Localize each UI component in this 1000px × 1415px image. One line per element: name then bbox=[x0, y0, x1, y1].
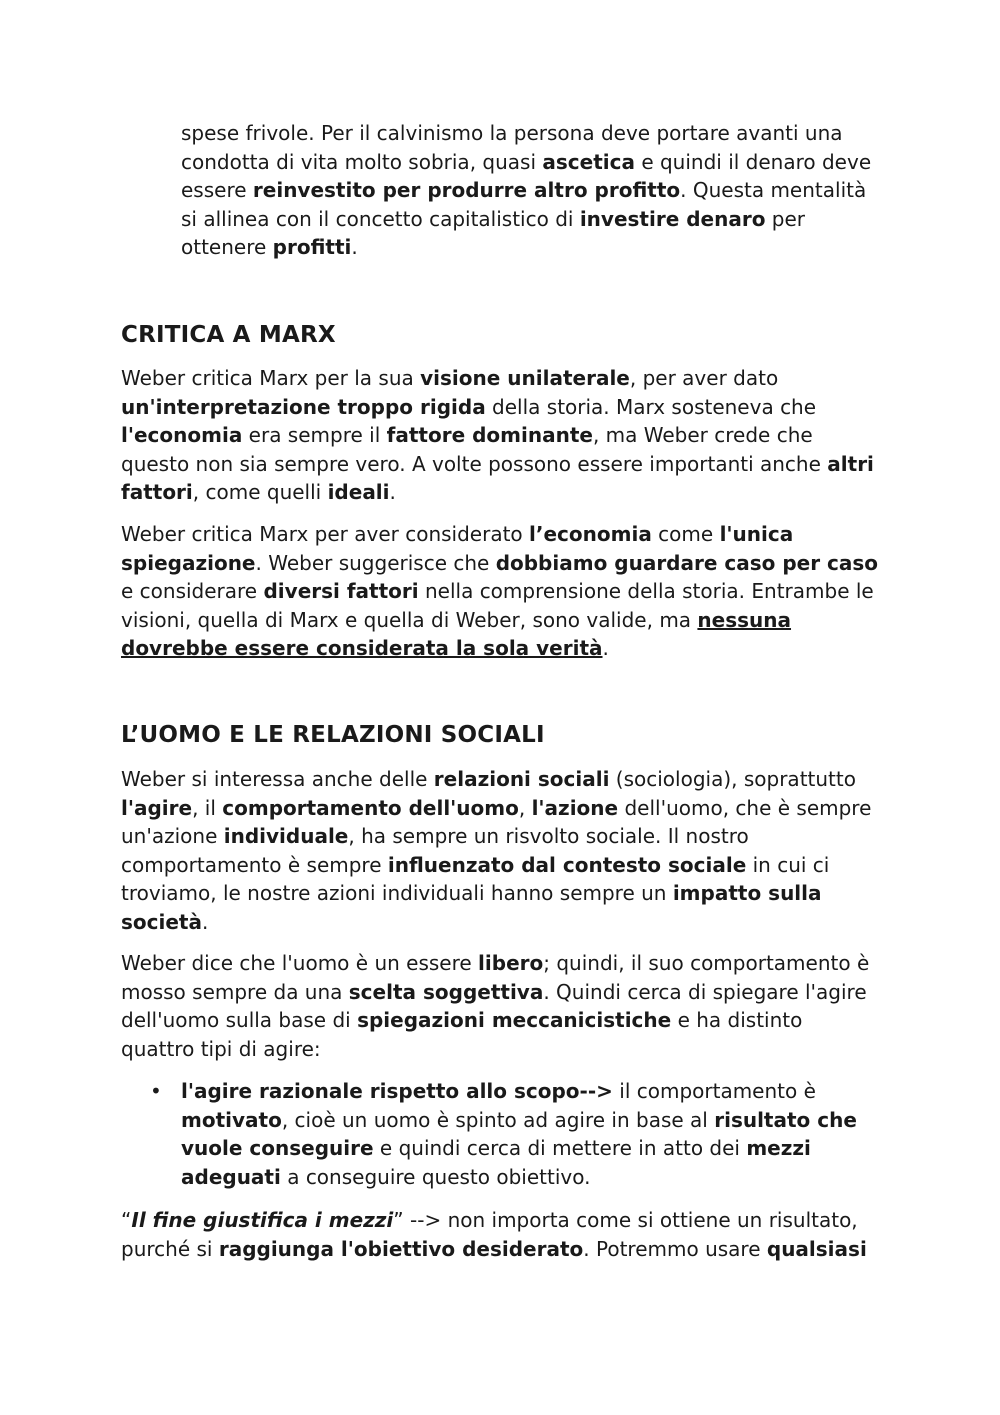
emphasized-text: raggiunga l'obiettivo desiderato bbox=[218, 1236, 584, 1261]
emphasized-text: profitti bbox=[272, 235, 352, 260]
emphasized-text: qualsiasi bbox=[766, 1236, 867, 1261]
emphasized-text: l'agire bbox=[121, 795, 193, 820]
emphasized-text: libero bbox=[478, 951, 544, 975]
emphasized-text: impatto sulla società bbox=[121, 881, 822, 934]
relazioni-paragraph-2: Weber dice che l'uomo è un essere libero; quindi, il suo comportamento è mosso sempre da una scelta soggettiva. Quindi cerca di spiegare l'agire dell'uomo sulla base di spiegazioni meccanicistiche e ha distinto quattro tipi di agire: bbox=[121, 951, 870, 1061]
section-heading-critica: CRITICA A MARX bbox=[121, 322, 336, 348]
emphasized-text: individuale bbox=[223, 824, 349, 849]
emphasized-text: investire denaro bbox=[579, 206, 766, 231]
emphasized-text: un'interpretazione troppo rigida bbox=[121, 394, 486, 419]
emphasized-text: l’economia bbox=[529, 522, 652, 546]
emphasized-text: nessuna dovrebbe essere considerata la sola verità bbox=[121, 607, 792, 661]
critica-paragraph-2: Weber critica Marx per aver considerato l’economia come l'unica spiegazione. Weber suggerisce che dobbiamo guardare caso per caso e considerare diversi fattori nella comprensione della storia. Entrambe le visioni, quella di Marx e quella di Weber, sono valide, ma nessuna dovrebbe essere considerata la sola verità. bbox=[121, 522, 879, 661]
bullet-marker: • bbox=[150, 1079, 162, 1103]
emphasized-text: l'unica spiegazione bbox=[121, 522, 794, 575]
emphasized-text: influenzato dal contesto sociale bbox=[387, 852, 747, 877]
section-heading-relazioni: L’UOMO E LE RELAZIONI SOCIALI bbox=[121, 722, 545, 748]
emphasized-text: dobbiamo guardare caso per caso bbox=[495, 550, 879, 575]
emphasized-text: Il fine giustifica i mezzi bbox=[131, 1208, 394, 1232]
emphasized-text: altri fattori bbox=[121, 451, 874, 505]
emphasized-text: mezzi adeguati bbox=[181, 1136, 811, 1189]
emphasized-text: comportamento dell'uomo bbox=[222, 795, 519, 820]
emphasized-text: reinvestito per produrre altro profitto bbox=[252, 178, 681, 203]
emphasized-text: scelta soggettiva bbox=[348, 979, 544, 1004]
intro-paragraph: spese frivole. Per il calvinismo la persona deve portare avanti una condotta di vita molto sobria, quasi ascetica e quindi il denaro deve essere reinvestito per produrre altro profitto. Questa mentalità si allinea con il concetto capitalistico di investire denaro per ottenere profitti. bbox=[181, 121, 872, 260]
emphasized-text: diversi fattori bbox=[263, 579, 419, 604]
relazioni-paragraph-1: Weber si interessa anche delle relazioni sociali (sociologia), soprattutto l'agire, il comportamento dell'uomo, l'azione dell'uomo, che è sempre un'azione individuale, ha sempre un risvolto sociale. Il nostro comportamento è sempre influenzato dal contesto sociale in cui ci troviamo, le nostre azioni individuali hanno sempre un impatto sulla società. bbox=[121, 767, 872, 934]
emphasized-text: motivato bbox=[181, 1107, 282, 1132]
emphasized-text: visione unilaterale bbox=[420, 366, 630, 390]
emphasized-text: l'economia bbox=[121, 423, 243, 448]
emphasized-text: relazioni sociali bbox=[433, 767, 610, 791]
emphasized-text: l'agire razionale rispetto allo scopo--> bbox=[181, 1079, 613, 1103]
emphasized-text: spiegazioni meccanicistiche bbox=[357, 1008, 672, 1033]
critica-paragraph-1: Weber critica Marx per la sua visione unilaterale, per aver dato un'interpretazione troppo rigida della storia. Marx sosteneva che l'economia era sempre il fattore dominante, ma Weber crede che questo non sia sempre vero. A volte possono essere importanti anche altri fattori, come quelli ideali. bbox=[121, 366, 874, 505]
list-item-agire-razionale: l'agire razionale rispetto allo scopo--> il comportamento è motivato, cioè un uomo è spinto ad agire in base al risultato che vuole conseguire e quindi cerca di mettere in atto dei mezzi adeguati a conseguire questo obiettivo. bbox=[181, 1079, 857, 1189]
emphasized-text: l'azione bbox=[531, 795, 619, 820]
emphasized-text: ideali bbox=[327, 480, 390, 505]
fine-giustifica-paragraph: “Il fine giustifica i mezzi” --> non importa come si ottiene un risultato, purché si raggiunga l'obiettivo desiderato. Potremmo usare qualsiasi bbox=[121, 1208, 867, 1261]
emphasized-text: risultato che vuole conseguire bbox=[181, 1107, 857, 1161]
emphasized-text: fattore dominante bbox=[386, 423, 593, 448]
emphasized-text: ascetica bbox=[542, 149, 635, 174]
